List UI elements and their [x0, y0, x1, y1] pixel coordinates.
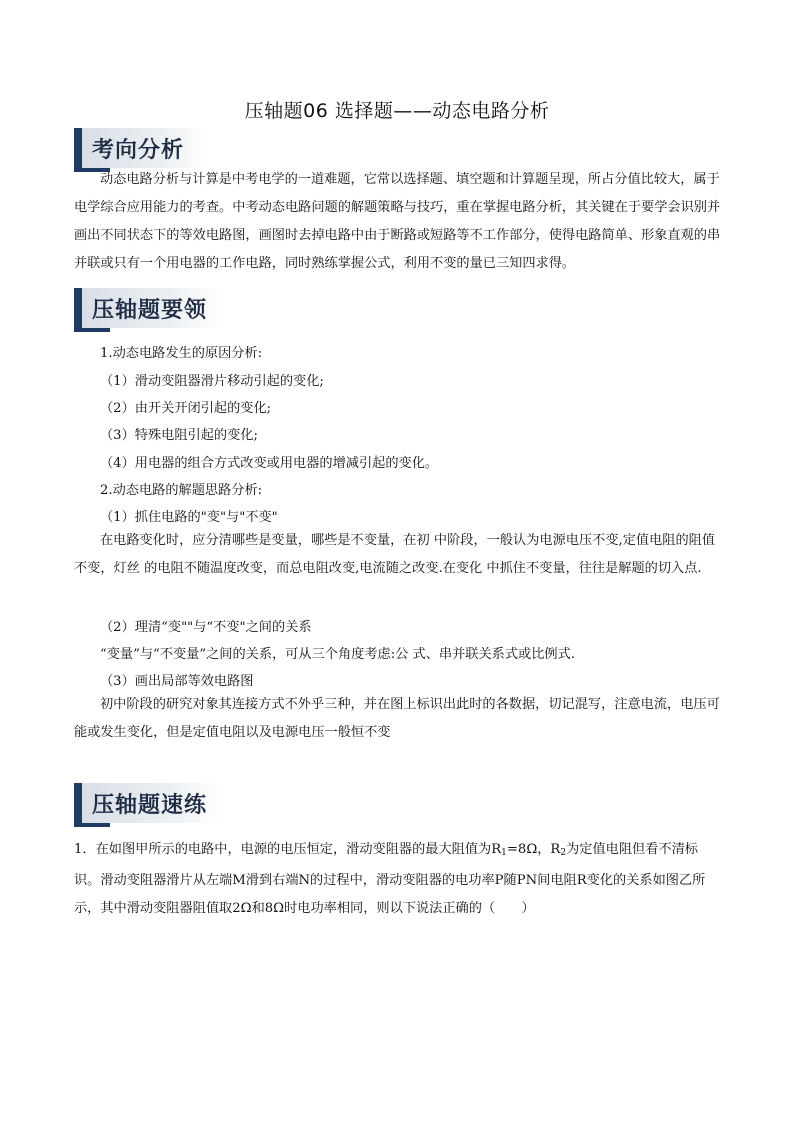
question-1-part-2: =8Ω，R	[506, 842, 561, 857]
key-line-9: “变量”与“不变量”之间的关系，可从三个角度考虑:公 式、串并联关系式或比例式.	[100, 647, 575, 662]
key-paragraph-1-block	[74, 527, 724, 583]
key-paragraph-1: 在电路变化时，应分清哪些是变量，哪些是不变量，在初 中阶段，一般认为电源电压不变,定值电阻的阻值不变，灯丝 的电阻不随温度改变，而总电阻改变,电流随之改变.在变化 中抓住不变量，往往是解题的切入点.	[74, 533, 716, 576]
banner-underline	[74, 823, 110, 827]
key-line-1: 1.动态电路发生的原因分析:	[100, 346, 263, 361]
subscript-r2: 2	[560, 848, 567, 858]
key-line-10: （3）画出局部等效电路图	[100, 674, 254, 689]
section-banner-key-points	[74, 288, 220, 328]
question-1-block	[74, 836, 724, 923]
question-1-text	[74, 836, 724, 923]
key-line-5: （4）用电器的组合方式改变或用电器的增减引起的变化。	[100, 456, 439, 471]
section-heading-key-points: 压轴题要领	[92, 298, 208, 323]
section-banner-analysis	[74, 128, 208, 168]
key-line-7: （1）抓住电路的"变"与"不变"	[100, 510, 278, 525]
page-title: 压轴题06 选择题——动态电路分析	[244, 100, 550, 122]
banner-underline	[74, 328, 110, 332]
key-paragraph-2-block	[74, 691, 724, 747]
analysis-paragraph: 动态电路分析与计算是中考电学的一道难题，它常以选择题、填空题和计算题呈现，所占分值比较大，属于电学综合应用能力的考查。中考动态电路问题的解题策略与技巧，重在掌握电路分析，其关键在于要学会识别并画出不同状态下的等效电路图，画图时去掉电路中由于断路或短路等不工作部分，使得电路简单、形象直观的串并联或只有一个用电器的工作电路，同时熟练掌握公式，利用不变的量已三知四求得。	[74, 172, 721, 271]
banner-accent-bar	[74, 288, 82, 328]
analysis-paragraph-block	[74, 166, 724, 278]
banner-accent-bar	[74, 128, 82, 168]
section-heading-analysis: 考向分析	[92, 138, 185, 163]
key-line-6: 2.动态电路的解题思路分析:	[100, 483, 263, 498]
question-1-part-1: 1．在如图甲所示的电路中，电源的电压恒定，滑动变阻器的最大阻值为R	[74, 842, 502, 857]
key-paragraph-2: 初中阶段的研究对象其连接方式不外乎三种，并在图上标识出此时的各数据，切记混写，注意电流，电压可能或发生变化，但是定值电阻以及电源电压一般恒不变	[74, 697, 720, 740]
section-heading-practice: 压轴题速练	[92, 793, 208, 818]
key-line-3: （2）由开关开闭引起的变化;	[100, 401, 272, 416]
question-1-part-3: 为定值电阻但看不清标识。滑动变阻器滑片从左端M滑到右端N的过程中，滑动变阻器的电功率P随PN间电阻R变化的关系如图乙所示，其中滑动变阻器阻值取2Ω和8Ω时电功率相同，则以下说法正确的（ ）	[74, 842, 706, 916]
section-banner-practice	[74, 783, 220, 823]
key-line-8: （2）理清“变""与“不变"之间的关系	[100, 620, 312, 635]
subscript-r1: 1	[501, 848, 507, 858]
key-line-4: （3）特殊电阻引起的变化;	[100, 428, 258, 443]
banner-accent-bar	[74, 783, 82, 823]
key-line-2: （1）滑动变阻器滑片移动引起的变化;	[100, 374, 324, 389]
